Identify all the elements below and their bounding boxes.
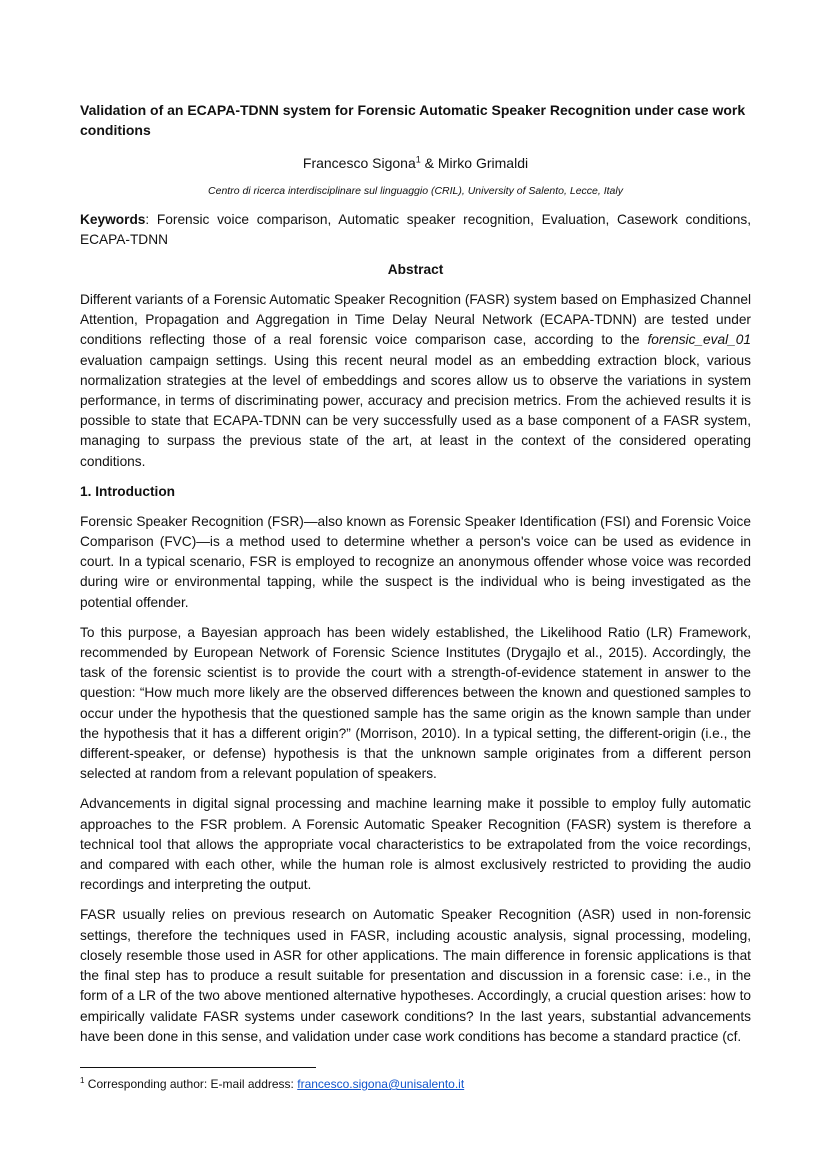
keywords — [80, 210, 751, 250]
footnote — [80, 1076, 464, 1092]
abstract-text-1: Different variants of a Forensic Automatic Speaker Recognition (FASR) system based on Emphasized Channel Attention, Propagation and Aggregation in Time Delay Neural Network (ECAPA-TDNN) are tested under conditions reflecting those of a real forensic voice comparison case, according to the — [80, 292, 751, 348]
footnote-marker: 1 — [415, 154, 421, 165]
affiliation: Centro di ricerca interdisciplinare sul linguaggio (CRIL), University of Salento, Lecce, Italy — [208, 185, 623, 197]
paper-page — [80, 100, 751, 1047]
paragraph: To this purpose, a Bayesian approach has been widely established, the Likelihood Ratio (LR) Framework, recommended by European Network of Forensic Science Institutes (Drygajlo et al., 2015). Accordingly, the task of the forensic scientist is to provide the court with a strength-of-evidence statement in answer to the question: “How much more likely are the observed differences between the known and questioned samples to occur under the hypothesis that the questioned sample has the same origin as the known sample than under the hypothesis that it has a different origin?” (Morrison, 2010). In a typical setting, the different-origin (i.e., the different-speaker, or defense) hypothesis is that the unknown sample originates from a different person selected at random from a relevant population of speakers. — [80, 624, 751, 782]
author-name-2: & Mirko Grimaldi — [420, 155, 529, 171]
abstract-italic-term: forensic_eval_01 — [647, 332, 751, 348]
footnote-divider — [80, 1067, 316, 1068]
paragraph: FASR usually relies on previous research on Automatic Speaker Recognition (ASR) used in non-forensic settings, therefore the techniques used in FASR, including acoustic analysis, signal processing, modeling, closely resemble those used in ASR for other applications. The main difference in forensic applications is that the final step has to produce a result suitable for presentation and discussion in a forensic case: i.e., in the form of a LR of the two above mentioned alternative hypotheses. Accordingly, a crucial question arises: how to empirically validate FASR systems under casework conditions? In the last years, substantial advancements have been done in this sense, and validation under case work conditions has become a standard practice (cf. — [80, 907, 751, 1044]
abstract-text-2: evaluation campaign settings. Using this recent neural model as an embedding extraction block, various normalization strategies at the level of embeddings and scores allow us to observe the variations in system performance, in terms of discriminating power, accuracy and precision metrics. From the achieved results it is possible to state that ECAPA-TDNN can be very successfully used as a base component of a FASR system, managing to surpass the previous state of the art, at least in the context of the considered operating conditions. — [80, 352, 751, 469]
author-line — [80, 153, 751, 173]
footnote-number: 1 — [80, 1076, 85, 1085]
abstract-body — [80, 290, 751, 472]
paragraph: Advancements in digital signal processing and machine learning make it possible to employ fully automatic approaches to the FSR problem. A Forensic Automatic Speaker Recognition (FASR) system is therefore a technical tool that allows the appropriate vocal characteristics to be extrapolated from the voice recordings, and compared with each other, while the human role is almost exclusively restricted to providing the audio recordings and interpreting the output. — [80, 796, 751, 893]
keywords-text: : Forensic voice comparison, Automatic speaker recognition, Evaluation, Casework conditions, ECAPA-TDNN — [80, 212, 751, 247]
paragraph: Forensic Speaker Recognition (FSR)—also known as Forensic Speaker Identification (FSI) and Forensic Voice Comparison (FVC)—is a method used to determine whether a person's voice can be used as evidence in court. In a typical scenario, FSR is employed to recognize an anonymous offender whose voice was recorded during wire or environmental tapping, while the suspect is the individual who is being investigated as the potential offender. — [80, 513, 751, 610]
keywords-label: Keywords — [80, 212, 146, 227]
paper-title: Validation of an ECAPA-TDNN system for Forensic Automatic Speaker Recognition under case work conditions — [80, 102, 746, 138]
footnote-text: Corresponding author: E-mail address: — [84, 1077, 298, 1091]
author-name-1: Francesco Sigona — [302, 155, 416, 171]
section-heading-introduction: 1. Introduction — [80, 483, 176, 499]
abstract-heading: Abstract — [387, 262, 444, 277]
email-link[interactable]: francesco.sigona@unisalento.it — [297, 1077, 465, 1091]
